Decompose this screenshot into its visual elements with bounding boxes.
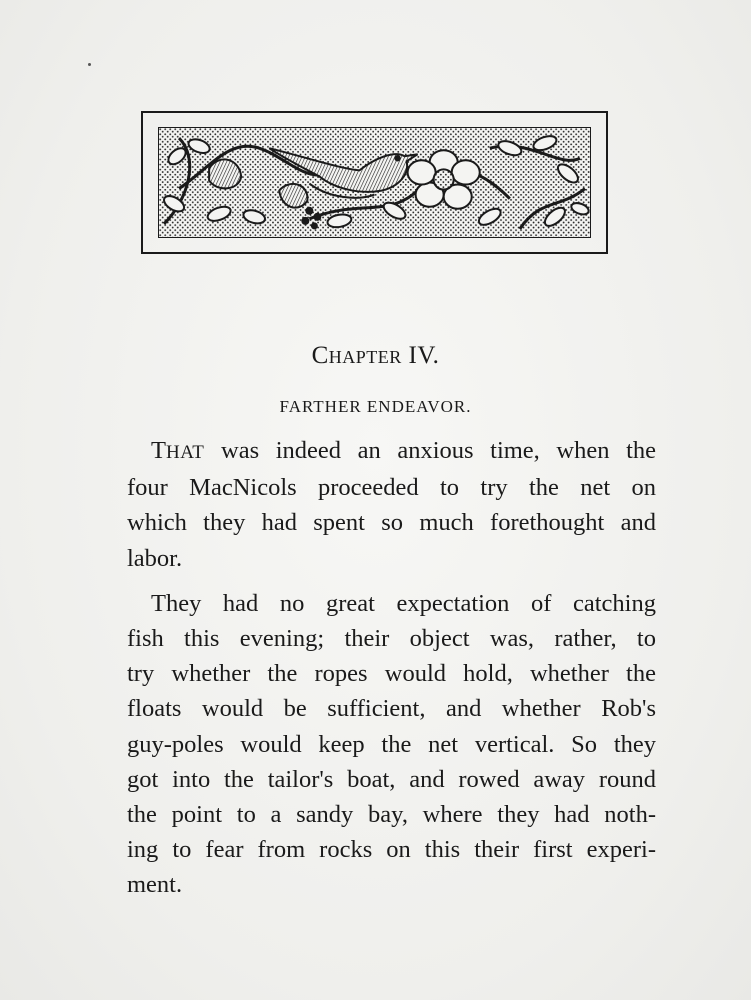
text-line bbox=[103, 433, 656, 470]
paragraph bbox=[103, 433, 656, 576]
text-line: labor. bbox=[127, 544, 183, 572]
text-line: four MacNicols proceeded to try the net on bbox=[127, 474, 656, 502]
chapter-numeral: IV. bbox=[408, 342, 440, 369]
lead-initial: T bbox=[151, 437, 166, 464]
chapter-label-initial: C bbox=[311, 342, 329, 369]
text-line: the point to a sandy bay, where they had noth- bbox=[127, 801, 656, 829]
paragraph bbox=[103, 586, 656, 903]
paper-speck bbox=[88, 63, 91, 66]
lead-small-caps: HAT bbox=[165, 442, 205, 463]
text-line: They had no great expectation of catching bbox=[151, 589, 656, 617]
bird-and-flowers-engraving-icon bbox=[158, 127, 591, 238]
text-line: guy-poles would keep the net vertical. So they bbox=[127, 730, 656, 758]
text-line: try whether the ropes would hold, whether the bbox=[127, 660, 656, 688]
text-line: fish this evening; their object was, rather, to bbox=[127, 625, 656, 653]
chapter-subtitle: FARTHER ENDEAVOR. bbox=[279, 397, 472, 416]
text-line: floats would be sufficient, and whether Rob's bbox=[127, 695, 656, 723]
chapter-heading bbox=[0, 342, 751, 370]
chapter-body bbox=[103, 433, 656, 903]
text-line: got into the tailor's boat, and rowed away round bbox=[127, 765, 656, 793]
text-line: ing to fear from rocks on this their first experi- bbox=[127, 836, 656, 864]
chapter-label-rest: HAPTER bbox=[328, 347, 402, 367]
text-line: ment. bbox=[127, 871, 183, 899]
line-text: was indeed an anxious time, when the bbox=[204, 437, 656, 464]
chapter-headpiece-frame bbox=[141, 111, 608, 254]
text-line: which they had spent so much forethought and bbox=[127, 509, 656, 537]
